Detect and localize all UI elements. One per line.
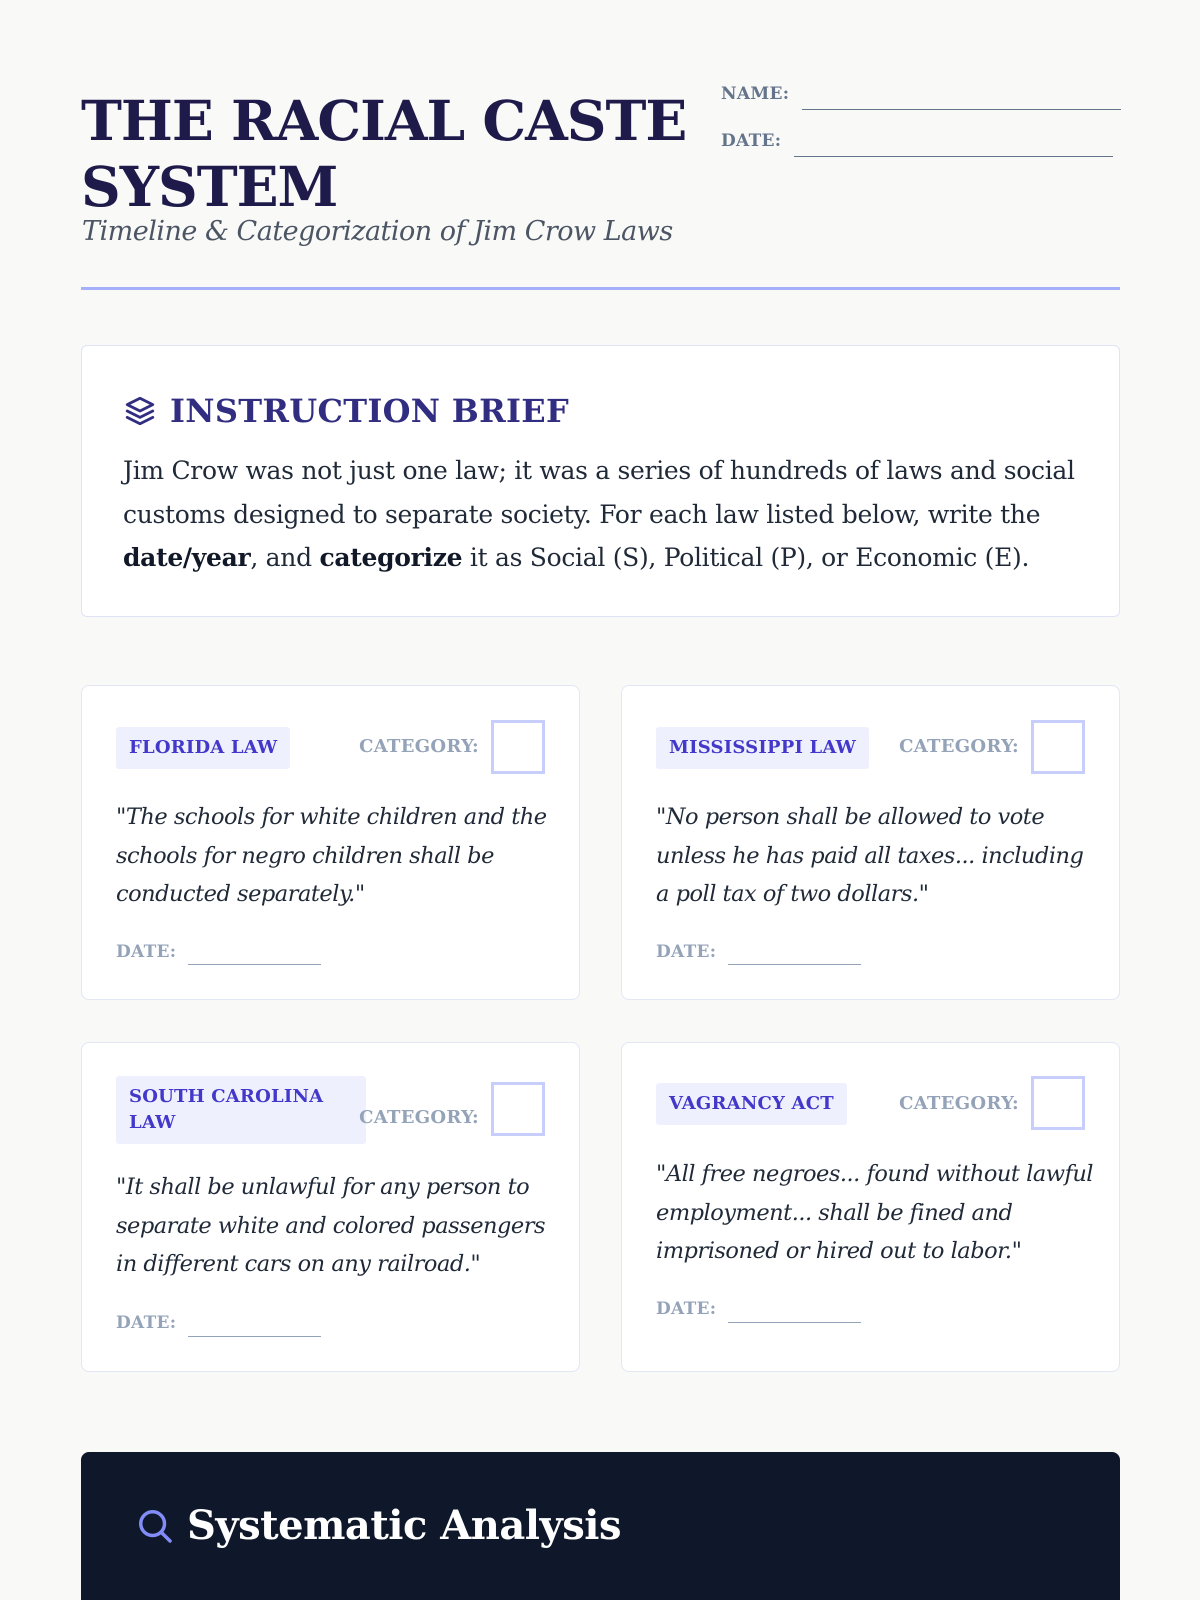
category-label: CATEGORY:: [359, 1107, 479, 1128]
analysis-section: [81, 1452, 1120, 1600]
name-label: NAME:: [721, 84, 790, 104]
law-quote: "It shall be unlawful for any person to separate white and colored passengers in different cars on any railroad.": [116, 1174, 546, 1277]
category-label: CATEGORY:: [899, 736, 1019, 757]
card-date-input-line[interactable]: [188, 1336, 321, 1337]
page-subtitle: Timeline & Categorization of Jim Crow Laws: [82, 216, 673, 247]
brief-text-part: Jim Crow was not just one law; it was a series of hundreds of laws and social customs designed to separate society. For each law listed below, write the: [123, 456, 1075, 529]
category-input-box[interactable]: [1031, 1076, 1085, 1130]
page-title: THE RACIAL CASTE SYSTEM: [81, 88, 687, 219]
card-date-label: DATE:: [656, 1299, 717, 1319]
analysis-title: Systematic Analysis: [187, 1502, 621, 1549]
law-card-south-carolina: [81, 1042, 580, 1372]
instruction-brief: [81, 345, 1120, 617]
brief-text: [123, 449, 1083, 580]
worksheet-header: [81, 80, 1120, 290]
law-card-mississippi: [621, 685, 1120, 1000]
card-date-input-line[interactable]: [188, 964, 321, 965]
name-field[interactable]: [721, 80, 1121, 110]
brief-text-part: , and: [250, 543, 320, 572]
card-date-label: DATE:: [656, 942, 717, 962]
worksheet-page: [81, 0, 1120, 1600]
card-date-label: DATE:: [116, 1313, 177, 1333]
card-date-input-line[interactable]: [728, 964, 861, 965]
law-tag: FLORIDA LAW: [116, 727, 290, 769]
law-quote: "No person shall be allowed to vote unless he has paid all taxes... including a poll tax of two dollars.": [656, 804, 1084, 907]
brief-bold-categorize: categorize: [319, 543, 463, 572]
layers-icon: [123, 394, 157, 428]
law-tag: MISSISSIPPI LAW: [656, 727, 869, 769]
law-quote: "The schools for white children and the schools for negro children shall be conducted separately.": [116, 804, 547, 907]
brief-bold-date: date/year: [123, 543, 251, 572]
card-date-input-line[interactable]: [728, 1322, 861, 1323]
search-icon: [136, 1507, 174, 1545]
law-card-florida: [81, 685, 580, 1000]
card-date-label: DATE:: [116, 942, 177, 962]
law-tag: VAGRANCY ACT: [656, 1083, 847, 1125]
brief-title: INSTRUCTION BRIEF: [170, 392, 569, 430]
category-input-box[interactable]: [491, 720, 545, 774]
category-label: CATEGORY:: [359, 736, 479, 757]
category-label: CATEGORY:: [899, 1093, 1019, 1114]
law-tag: SOUTH CAROLINA LAW: [116, 1076, 366, 1144]
brief-text-part: it as Social (S), Political (P), or Economic (E).: [462, 543, 1030, 572]
category-input-box[interactable]: [491, 1082, 545, 1136]
name-input-line[interactable]: [802, 109, 1121, 110]
law-card-vagrancy-act: [621, 1042, 1120, 1372]
category-input-box[interactable]: [1031, 720, 1085, 774]
law-quote: "All free negroes... found without lawful employment... shall be fined and imprisoned or hired out to labor.": [656, 1161, 1094, 1264]
date-input-line[interactable]: [794, 156, 1113, 157]
date-field[interactable]: [721, 127, 1113, 157]
date-label: DATE:: [721, 131, 782, 151]
